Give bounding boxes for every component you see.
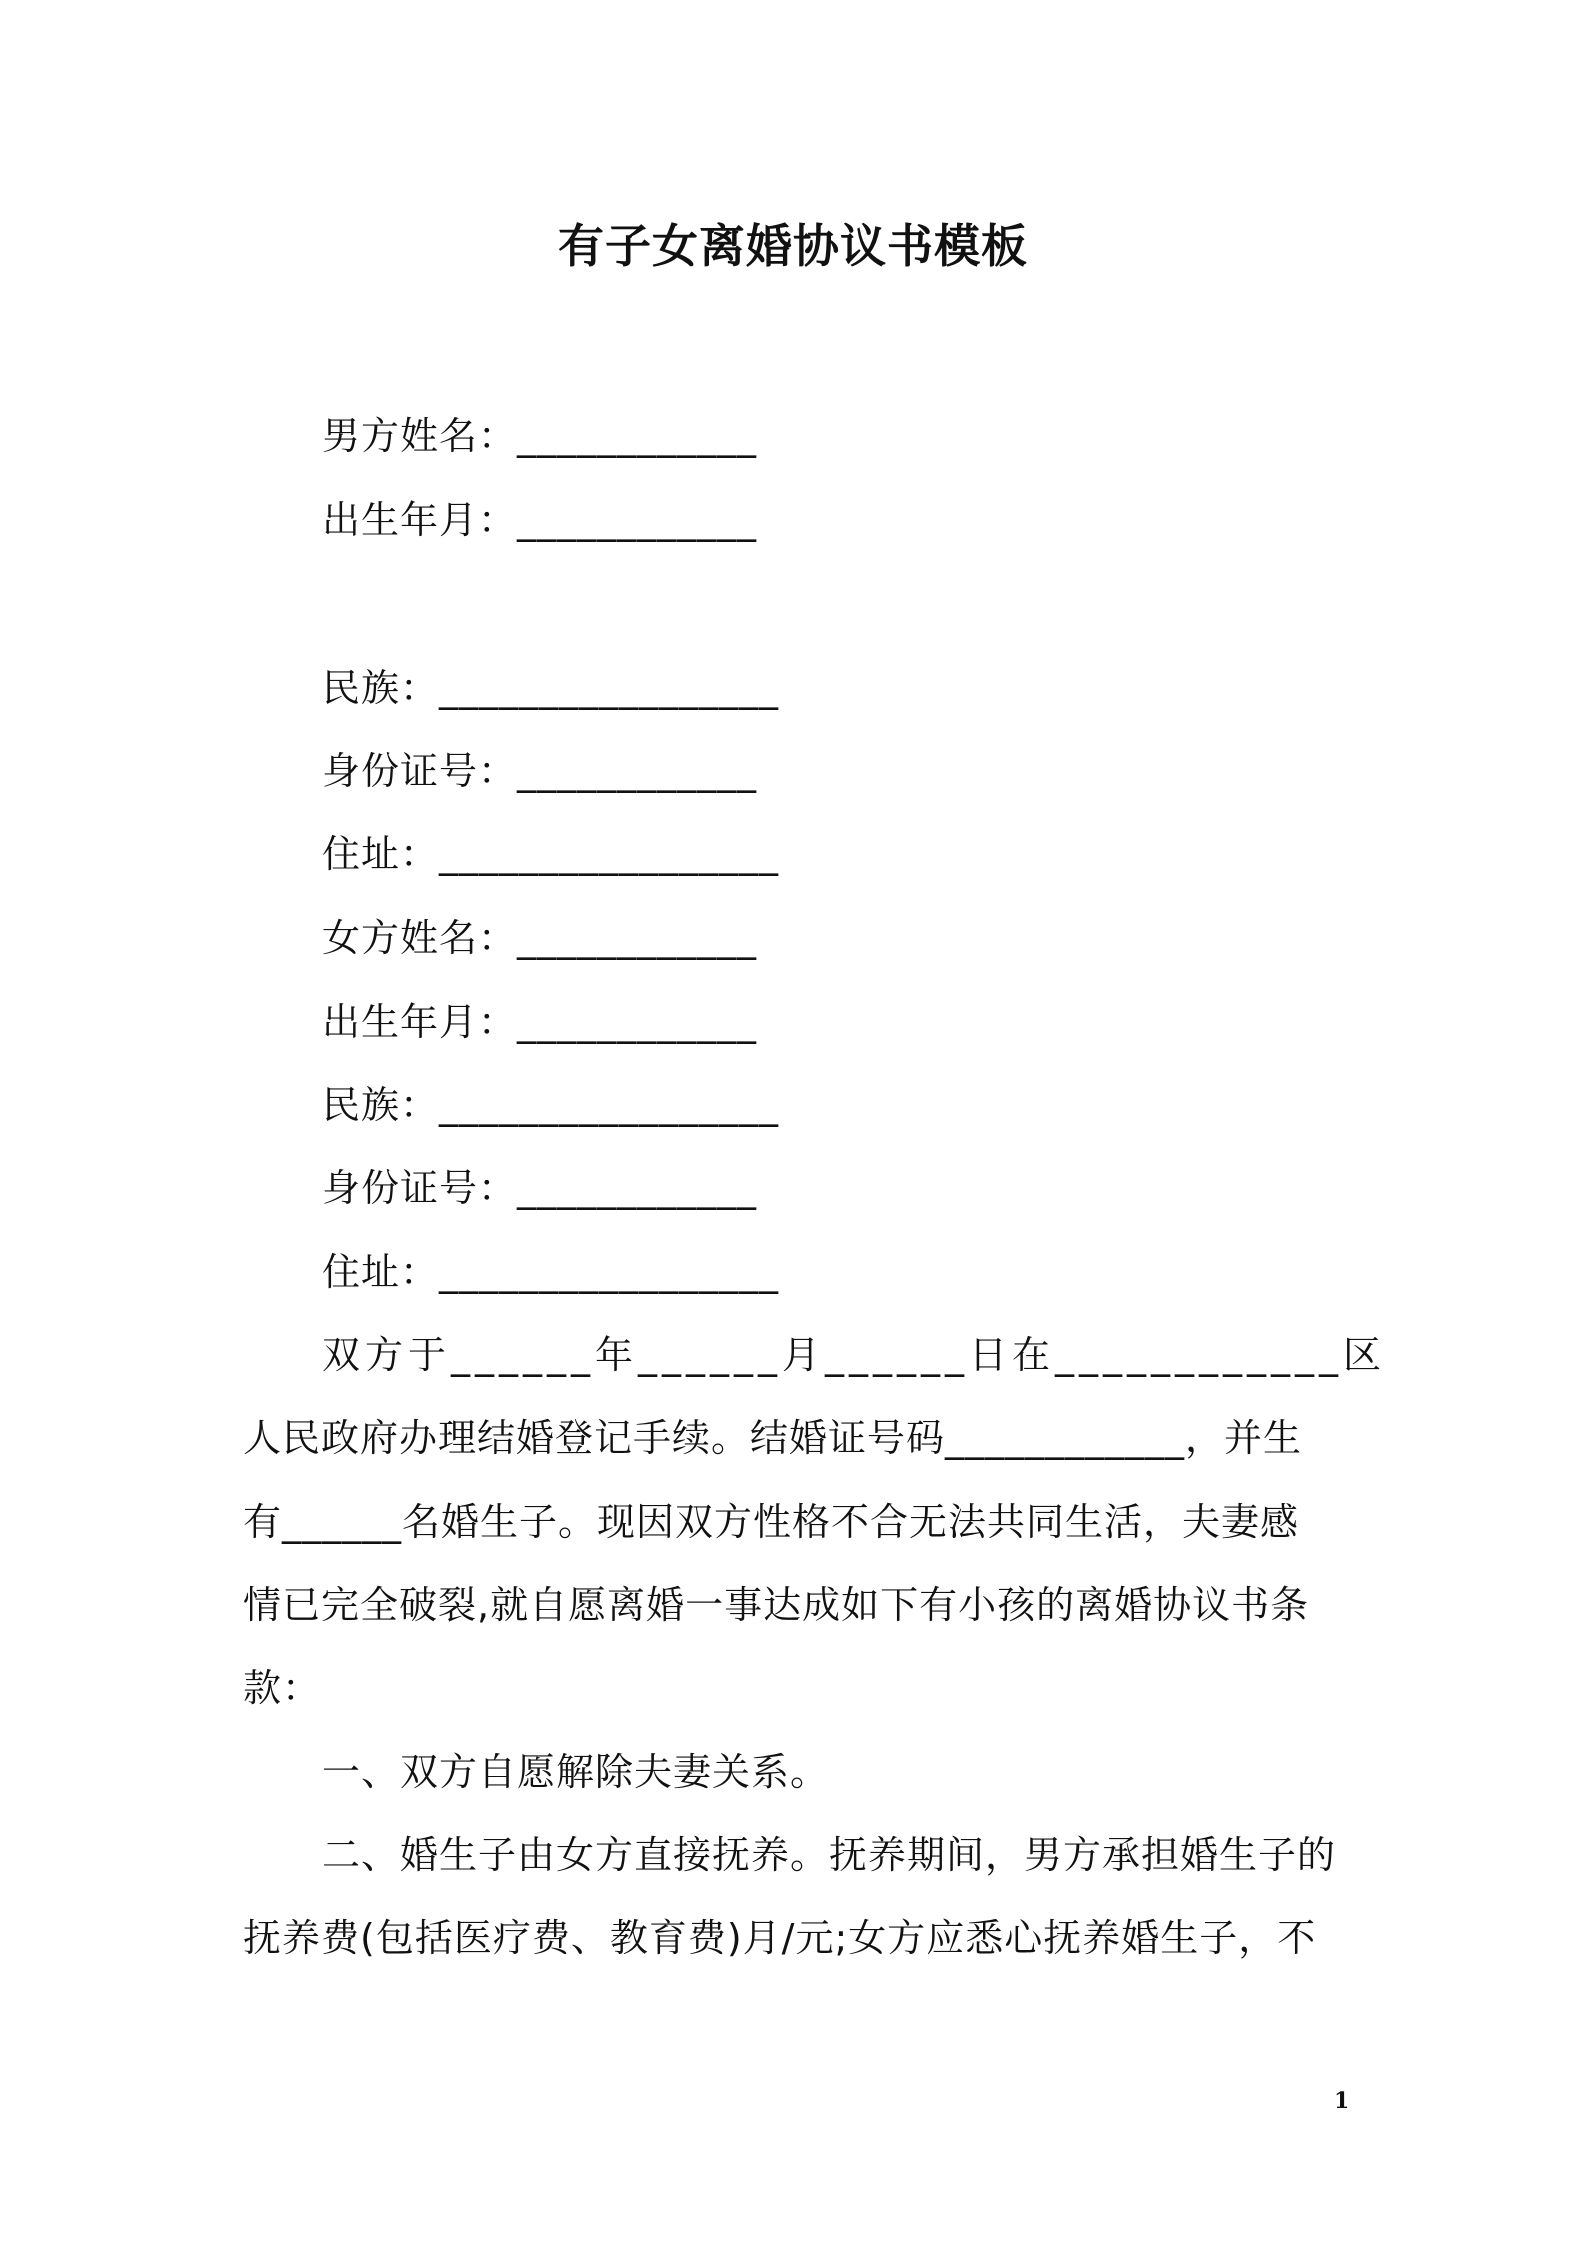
clause-one: 一、双方自愿解除夫妻关系。: [322, 1750, 830, 1794]
body-line: 双方于______年______月______日在____________区: [322, 1333, 1387, 1377]
field-male-id-number: 身份证号：____________: [322, 749, 758, 793]
body-line: 人民政府办理结婚登记手续。结婚证号码____________，并生: [243, 1416, 1303, 1460]
body-line: 抚养费(包括医疗费、教育费)月/元;女方应悉心抚养婚生子，不: [243, 1916, 1317, 1960]
body-line: 情已完全破裂,就自愿离婚一事达成如下有小孩的离婚协议书条: [243, 1583, 1310, 1627]
body-line: 有______名婚生子。现因双方性格不合无法共同生活，夫妻感: [243, 1500, 1300, 1544]
field-male-address: 住址：_________________: [322, 832, 780, 876]
page-number: 1: [1334, 2088, 1350, 2114]
field-female-name: 女方姓名：____________: [322, 916, 758, 960]
field-female-birth: 出生年月：____________: [322, 1000, 758, 1044]
field-female-id-number: 身份证号：____________: [322, 1166, 758, 1210]
clause-two: 二、婚生子由女方直接抚养。抚养期间，男方承担婚生子的: [322, 1833, 1337, 1877]
field-male-birth: 出生年月：____________: [322, 498, 758, 542]
field-female-address: 住址：_________________: [322, 1250, 780, 1294]
field-female-ethnicity: 民族：_________________: [322, 1083, 780, 1127]
field-male-ethnicity: 民族：_________________: [322, 666, 780, 710]
field-male-name: 男方姓名：____________: [322, 414, 758, 458]
body-line: 款：: [243, 1666, 322, 1710]
document-title: 有子女离婚协议书模板: [558, 219, 1028, 273]
